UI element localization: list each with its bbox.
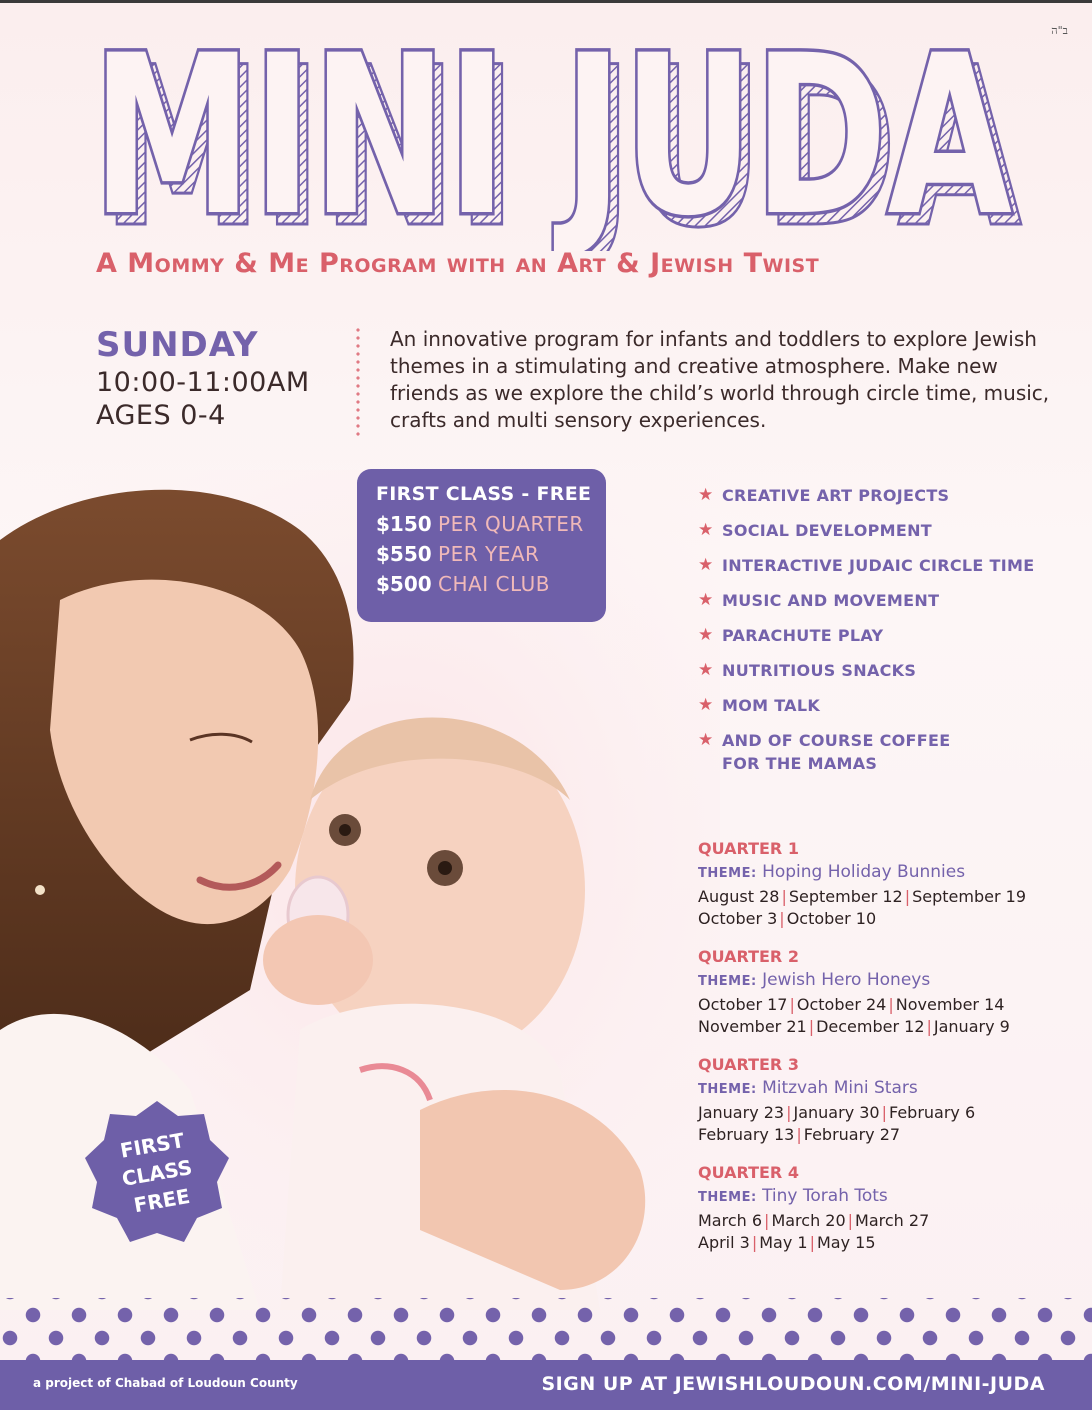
quarter-theme <box>698 860 1088 886</box>
feature-label: AND OF COURSE COFFEE <box>722 731 951 750</box>
date: October 24 <box>796 995 887 1014</box>
feature-label: MOM TALK <box>722 696 821 715</box>
date: May 15 <box>816 1233 876 1252</box>
theme-label: THEME: <box>698 866 757 881</box>
badge-line-1: FIRST <box>118 1128 187 1163</box>
page-subtitle: A Mommy & Me Program with an Art & Jewish Twist <box>96 248 820 279</box>
project-credit: a project of Chabad of Loudoun County <box>33 1376 298 1390</box>
date: February 13 <box>698 1125 795 1144</box>
date: February 6 <box>889 1103 976 1122</box>
top-border <box>0 0 1092 3</box>
pricing-row <box>376 509 606 539</box>
pricing-label: CHAI CLUB <box>438 572 550 596</box>
star-icon: ★ <box>698 625 714 645</box>
date: September 12 <box>788 887 903 906</box>
schedule-day: SUNDAY <box>96 325 259 365</box>
star-icon: ★ <box>698 590 714 610</box>
feature-item <box>698 484 1078 507</box>
quarter-dates-line: March 6 | March 20 | March 27 <box>698 1211 930 1230</box>
date: February 27 <box>803 1125 901 1144</box>
signup-link[interactable]: SIGN UP AT JEWISHLOUDOUN.COM/MINI-JUDA <box>541 1373 1045 1395</box>
quarter-dates-line: October 17 | October 24 | November 14 <box>698 995 1005 1014</box>
quarter-dates-line: November 21 | December 12 | January 9 <box>698 1017 1010 1036</box>
title-graphic <box>92 36 1032 251</box>
theme-name: Hoping Holiday Bunnies <box>762 862 966 882</box>
theme-label: THEME: <box>698 974 757 989</box>
pricing-row <box>376 569 606 599</box>
title-shadow: MINI JUDA <box>102 36 1022 251</box>
quarter-dates-line: February 13 | February 27 <box>698 1125 901 1144</box>
star-icon: ★ <box>698 695 714 715</box>
badge-line-2: CLASS <box>120 1155 194 1191</box>
date: April 3 <box>698 1233 750 1252</box>
date: March 6 <box>698 1211 763 1230</box>
pricing-label: PER YEAR <box>438 542 540 566</box>
feature-label-continued: FOR THE MAMAS <box>722 754 878 773</box>
quarter-dates-line: August 28 | September 12 | September 19 <box>698 887 1026 906</box>
polka-dot-band <box>0 1298 1092 1360</box>
theme-label: THEME: <box>698 1082 757 1097</box>
pricing-row <box>376 539 606 569</box>
star-icon: ★ <box>698 485 714 505</box>
star-icon: ★ <box>698 555 714 575</box>
footer-bar <box>0 1360 1092 1410</box>
pricing-label: PER QUARTER <box>438 512 584 536</box>
quarter-3 <box>698 1054 1088 1146</box>
schedule-block <box>96 325 310 431</box>
quarter-4 <box>698 1162 1088 1254</box>
bh-mark: ב"ה <box>1051 24 1068 37</box>
theme-name: Mitzvah Mini Stars <box>762 1078 918 1098</box>
pricing-amount: $150 <box>376 512 432 536</box>
feature-item <box>698 729 1078 775</box>
feature-label: MUSIC AND MOVEMENT <box>722 591 940 610</box>
date: November 14 <box>895 995 1005 1014</box>
quarter-1 <box>698 838 1088 930</box>
feature-item <box>698 694 1078 717</box>
pricing-amount: $550 <box>376 542 432 566</box>
star-icon: ★ <box>698 660 714 680</box>
first-class-free-badge <box>82 1098 232 1248</box>
quarter-theme <box>698 968 1088 994</box>
date: November 21 <box>698 1017 807 1036</box>
date: March 20 <box>771 1211 846 1230</box>
theme-label: THEME: <box>698 1190 757 1205</box>
feature-label: SOCIAL DEVELOPMENT <box>722 521 933 540</box>
pricing-amount: $500 <box>376 572 432 596</box>
quarter-theme <box>698 1076 1088 1102</box>
feature-item <box>698 589 1078 612</box>
pricing-box <box>357 469 606 622</box>
quarter-title: QUARTER 2 <box>698 947 799 966</box>
quarter-dates-line: January 23 | January 30 | February 6 <box>698 1103 976 1122</box>
quarter-dates-line: April 3 | May 1 | May 15 <box>698 1233 876 1252</box>
badge-line-3: FREE <box>132 1183 192 1218</box>
date: January 30 <box>793 1103 880 1122</box>
date: October 10 <box>786 909 877 928</box>
badge-graphic <box>82 1098 232 1248</box>
date: October 17 <box>698 995 788 1014</box>
quarter-title: QUARTER 3 <box>698 1055 799 1074</box>
quarter-schedule <box>698 838 1088 1270</box>
quarter-dates-line: October 3 | October 10 <box>698 909 877 928</box>
date: August 28 <box>698 887 780 906</box>
star-icon: ★ <box>698 520 714 540</box>
feature-list <box>698 484 1078 787</box>
quarter-title: QUARTER 4 <box>698 1163 799 1182</box>
feature-label: NUTRITIOUS SNACKS <box>722 661 917 680</box>
feature-label: PARACHUTE PLAY <box>722 626 884 645</box>
theme-name: Jewish Hero Honeys <box>762 970 931 990</box>
feature-label: INTERACTIVE JUDAIC CIRCLE TIME <box>722 556 1035 575</box>
feature-item <box>698 554 1078 577</box>
star-icon: ★ <box>698 730 714 750</box>
date: October 3 <box>698 909 778 928</box>
date: January 9 <box>933 1017 1010 1036</box>
date: December 12 <box>816 1017 925 1036</box>
date: January 23 <box>698 1103 785 1122</box>
pricing-first-class: FIRST CLASS - FREE <box>376 483 592 505</box>
schedule-time: 10:00-11:00AM <box>96 367 310 398</box>
title-block <box>92 36 1032 251</box>
quarter-title: QUARTER 1 <box>698 839 799 858</box>
date: May 1 <box>759 1233 808 1252</box>
page-title: MINI JUDA <box>92 36 1012 251</box>
feature-item <box>698 659 1078 682</box>
dotted-divider <box>355 326 361 438</box>
theme-name: Tiny Torah Tots <box>762 1186 888 1206</box>
feature-label: CREATIVE ART PROJECTS <box>722 486 950 505</box>
quarter-theme <box>698 1184 1088 1210</box>
date: September 19 <box>912 887 1026 906</box>
intro-text: An innovative program for infants and toddlers to explore Jewish themes in a stimulating and creative atmosphere. Make new friends as we explore the child’s world through circle time, music, crafts and multi sensory experiences. <box>390 327 1050 432</box>
schedule-ages: AGES 0-4 <box>96 400 226 431</box>
feature-item <box>698 519 1078 542</box>
quarter-2 <box>698 946 1088 1038</box>
feature-item <box>698 624 1078 647</box>
date: March 27 <box>855 1211 930 1230</box>
